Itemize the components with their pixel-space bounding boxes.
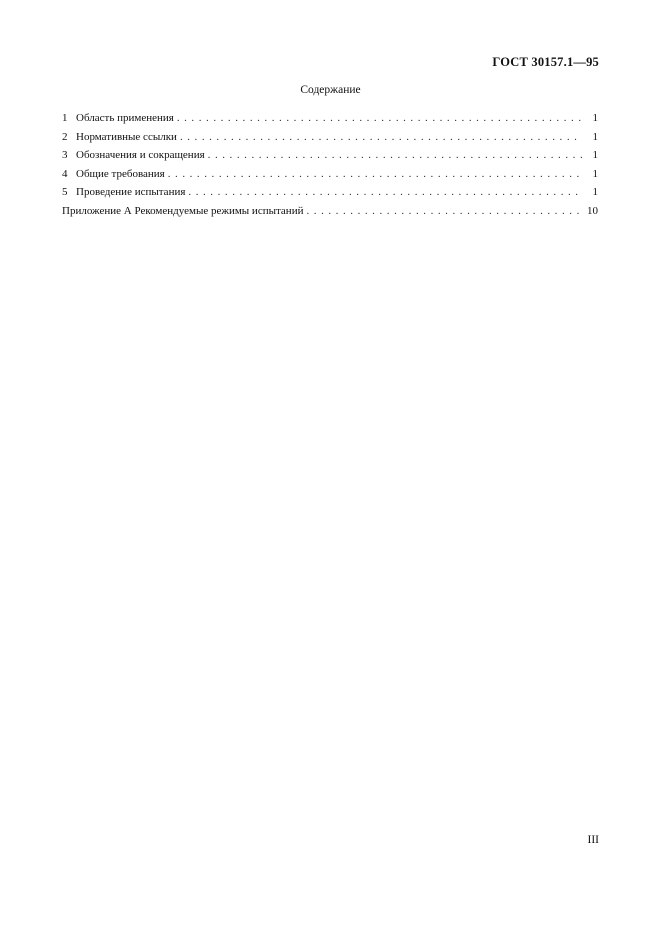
toc-entry-page: 1	[592, 167, 598, 180]
toc-entry-scope[interactable]	[62, 109, 598, 128]
toc-entry-label	[62, 202, 303, 221]
toc-entry-text: Нормативные ссылки	[76, 130, 177, 143]
toc-entry-text: Проведение испытания	[76, 186, 186, 199]
toc-entry-label	[62, 109, 174, 128]
toc-entry-label	[62, 128, 177, 147]
toc-entry-page: 1	[592, 186, 598, 199]
toc-dot-leader	[188, 183, 582, 202]
toc-entry-number: 1	[62, 112, 68, 124]
toc-entry-page: 1	[592, 149, 598, 162]
toc-entry-page: 10	[587, 204, 598, 217]
toc-dot-leader	[168, 165, 582, 184]
toc-entry-page: 1	[592, 130, 598, 143]
toc-title: Содержание	[300, 84, 361, 96]
toc-entry-text: Общие требования	[76, 167, 165, 180]
toc-entry-label	[62, 183, 185, 202]
toc-entry-number: 4	[62, 167, 68, 180]
toc-entry-number: 2	[62, 130, 68, 143]
toc-entry-test-procedure[interactable]	[62, 183, 598, 202]
toc-entry-text: Обозначения и сокращения	[76, 149, 205, 162]
page-number: III	[587, 834, 599, 846]
toc-entry-label	[62, 146, 205, 165]
toc-entry-number: 3	[62, 149, 68, 162]
toc-entry-designations[interactable]	[62, 146, 598, 165]
toc-entry-text: Приложение А Рекомендуемые режимы испытаний	[62, 204, 304, 217]
table-of-contents	[62, 109, 598, 221]
toc-entry-label	[62, 165, 165, 184]
toc-entry-number: 5	[62, 186, 68, 199]
toc-dot-leader	[306, 202, 581, 221]
toc-entry-page: 1	[592, 112, 598, 124]
toc-dot-leader	[177, 109, 582, 128]
toc-entry-text: Область применения	[76, 112, 174, 124]
toc-entry-normative-references[interactable]	[62, 128, 598, 147]
toc-entry-appendix-a[interactable]	[62, 202, 598, 221]
toc-dot-leader	[180, 128, 582, 147]
document-code: ГОСТ 30157.1—95	[492, 55, 599, 69]
toc-entry-general-requirements[interactable]	[62, 165, 598, 184]
toc-dot-leader	[208, 146, 582, 165]
